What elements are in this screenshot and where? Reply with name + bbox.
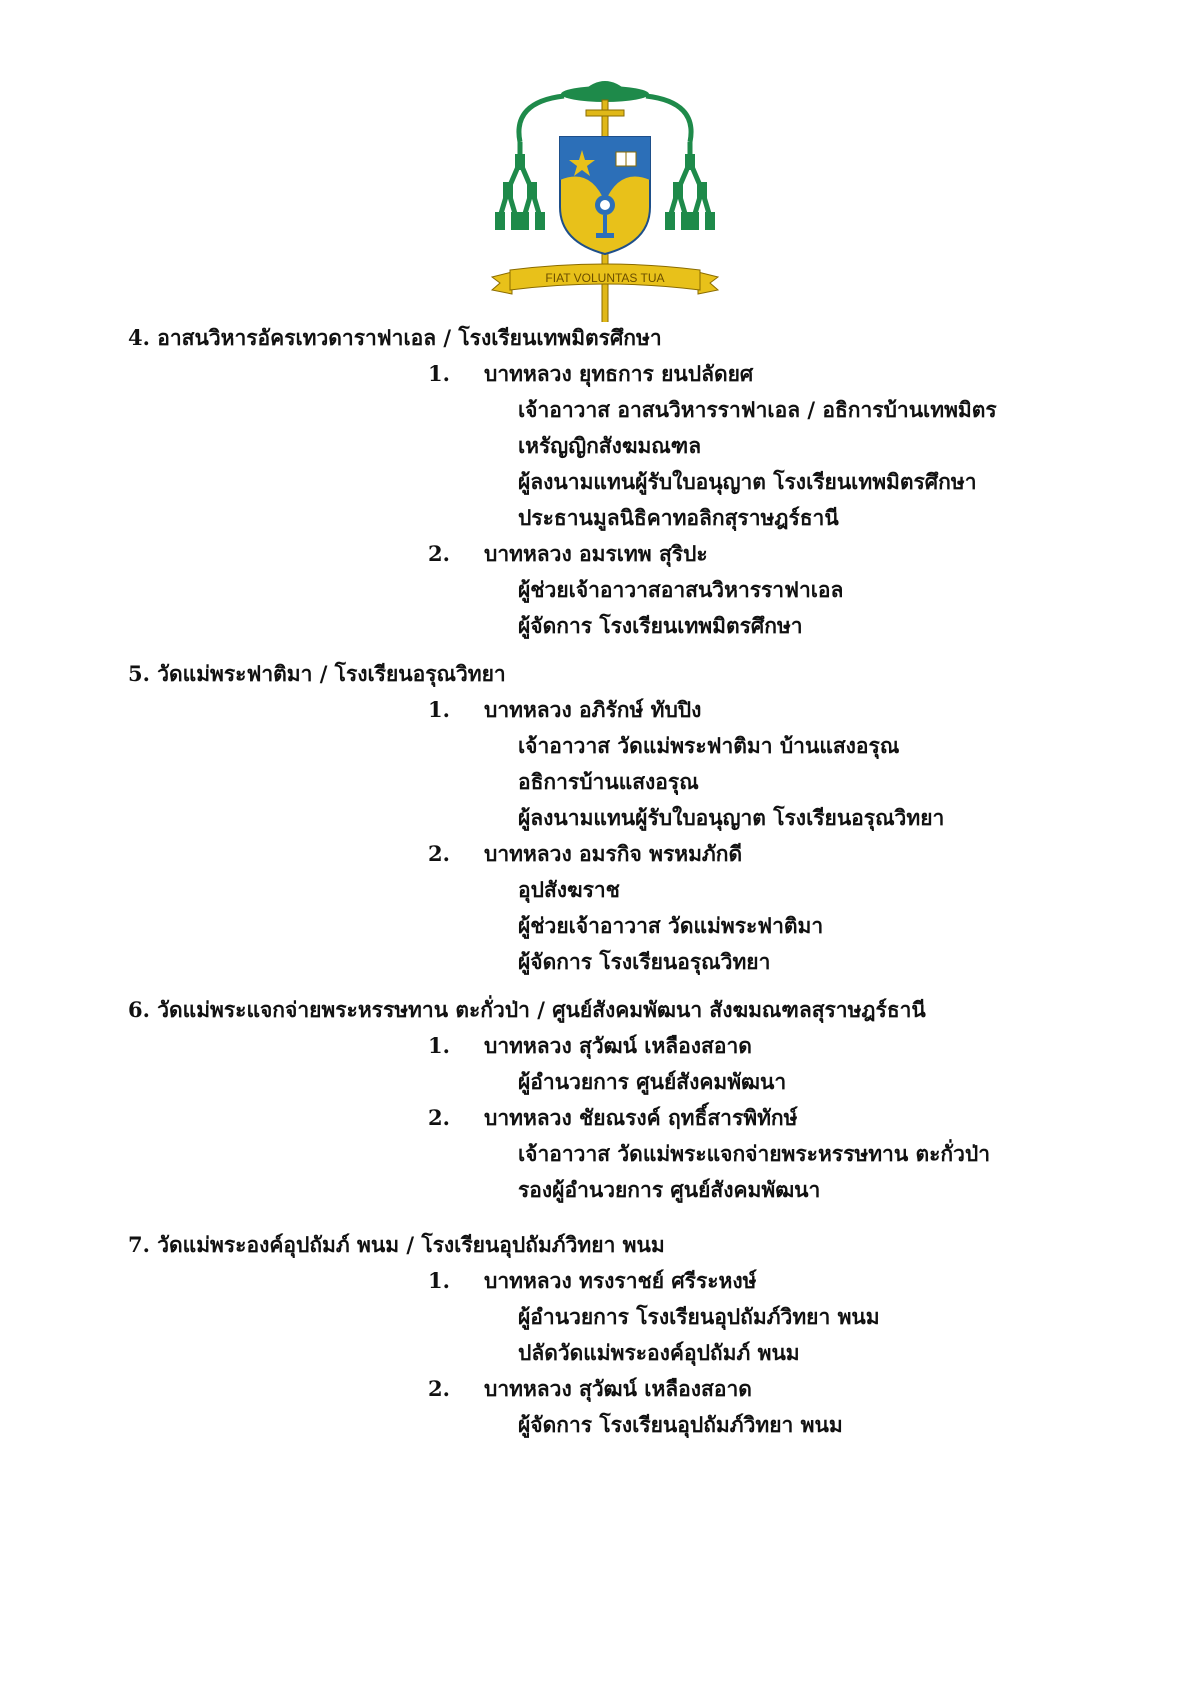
person-role: ผู้ช่วยเจ้าอาวาส วัดแม่พระฟาติมา bbox=[518, 913, 824, 938]
person-line bbox=[128, 692, 1150, 728]
person-line bbox=[128, 1371, 1150, 1407]
person-role: เจ้าอาวาส วัดแม่พระฟาติมา บ้านแสงอรุณ bbox=[518, 733, 900, 758]
person-number: 1. bbox=[428, 361, 450, 386]
person-role: ผู้ลงนามแทนผู้รับใบอนุญาต โรงเรียนเทพมิตรศึกษา bbox=[518, 469, 977, 494]
person-entry bbox=[128, 1100, 1150, 1208]
section-title: อาสนวิหารอัครเทวดาราฟาเอล / โรงเรียนเทพมิตรศึกษา bbox=[157, 325, 662, 350]
person-role: เจ้าอาวาส อาสนวิหารราฟาเอล / อธิการบ้านเทพมิตร bbox=[518, 397, 997, 422]
person-role: รองผู้อำนวยการ ศูนย์สังคมพัฒนา bbox=[518, 1177, 821, 1202]
person-role: เหรัญญิกสังฆมณฑล bbox=[518, 433, 702, 458]
person-role: ผู้ลงนามแทนผู้รับใบอนุญาต โรงเรียนอรุณวิทยา bbox=[518, 805, 945, 830]
person-entry bbox=[128, 1371, 1150, 1443]
person-entry bbox=[128, 1028, 1150, 1100]
section-title: วัดแม่พระฟาติมา / โรงเรียนอรุณวิทยา bbox=[157, 661, 506, 686]
person-number: 2. bbox=[428, 1376, 450, 1401]
person-number: 1. bbox=[428, 697, 450, 722]
section-number: 5. bbox=[128, 661, 150, 686]
person-line bbox=[128, 1100, 1150, 1136]
person-line bbox=[128, 836, 1150, 872]
person-entry bbox=[128, 692, 1150, 836]
person-name: บาทหลวง ทรงราชย์ ศรีระหงษ์ bbox=[484, 1268, 757, 1293]
person-role: ประธานมูลนิธิคาทอลิกสุราษฎร์ธานี bbox=[518, 505, 839, 530]
person-number: 2. bbox=[428, 541, 450, 566]
person-entry bbox=[128, 836, 1150, 980]
section-number: 7. bbox=[128, 1232, 150, 1257]
person-role: อุปสังฆราช bbox=[518, 877, 620, 902]
person-line bbox=[128, 356, 1150, 392]
person-number: 1. bbox=[428, 1268, 450, 1293]
person-role: ปลัดวัดแม่พระองค์อุปถัมภ์ พนม bbox=[518, 1340, 800, 1365]
person-line bbox=[128, 1263, 1150, 1299]
person-role: อธิการบ้านแสงอรุณ bbox=[518, 769, 699, 794]
person-name: บาทหลวง สุวัฒน์ เหลืองสอาด bbox=[484, 1376, 752, 1401]
person-number: 2. bbox=[428, 1105, 450, 1130]
person-role: ผู้ช่วยเจ้าอาวาสอาสนวิหารราฟาเอล bbox=[518, 577, 844, 602]
section bbox=[128, 992, 1150, 1208]
section-heading bbox=[128, 656, 1150, 692]
motto-text: FIAT VOLUNTAS TUA bbox=[545, 271, 665, 285]
person-number: 1. bbox=[428, 1033, 450, 1058]
person-entry bbox=[128, 356, 1150, 536]
person-role: ผู้อำนวยการ ศูนย์สังคมพัฒนา bbox=[518, 1069, 787, 1094]
person-entry bbox=[128, 536, 1150, 644]
section bbox=[128, 320, 1150, 644]
person-name: บาทหลวง อมรเทพ สุริปะ bbox=[484, 541, 708, 566]
section-heading bbox=[128, 1227, 1150, 1263]
person-name: บาทหลวง ยุทธการ ยนปลัดยศ bbox=[484, 361, 754, 386]
section bbox=[128, 656, 1150, 980]
section-title: วัดแม่พระแจกจ่ายพระหรรษทาน ตะกั่วป่า / ศูนย์สังคมพัฒนา สังฆมณฑลสุราษฎร์ธานี bbox=[157, 997, 926, 1022]
person-number: 2. bbox=[428, 841, 450, 866]
person-name: บาทหลวง ชัยณรงค์ ฤทธิ์สารพิทักษ์ bbox=[484, 1105, 798, 1130]
person-name: บาทหลวง อภิรักษ์ ทับปิง bbox=[484, 697, 702, 722]
person-role: ผู้จัดการ โรงเรียนอรุณวิทยา bbox=[518, 949, 771, 974]
section bbox=[128, 1227, 1150, 1443]
section-heading bbox=[128, 992, 1150, 1028]
section-title: วัดแม่พระองค์อุปถัมภ์ พนม / โรงเรียนอุปถัมภ์วิทยา พนม bbox=[157, 1232, 665, 1257]
person-line bbox=[128, 1028, 1150, 1064]
person-entry bbox=[128, 1263, 1150, 1371]
section-heading bbox=[128, 320, 1150, 356]
section-number: 6. bbox=[128, 997, 150, 1022]
person-name: บาทหลวง สุวัฒน์ เหลืองสอาด bbox=[484, 1033, 752, 1058]
section-number: 4. bbox=[128, 325, 150, 350]
person-role: ผู้จัดการ โรงเรียนอุปถัมภ์วิทยา พนม bbox=[518, 1412, 843, 1437]
person-role: เจ้าอาวาส วัดแม่พระแจกจ่ายพระหรรษทาน ตะกั่วป่า bbox=[518, 1141, 991, 1166]
person-role: ผู้จัดการ โรงเรียนเทพมิตรศึกษา bbox=[518, 613, 803, 638]
person-line bbox=[128, 536, 1150, 572]
person-name: บาทหลวง อมรกิจ พรหมภักดี bbox=[484, 841, 743, 866]
person-role: ผู้อำนวยการ โรงเรียนอุปถัมภ์วิทยา พนม bbox=[518, 1304, 880, 1329]
